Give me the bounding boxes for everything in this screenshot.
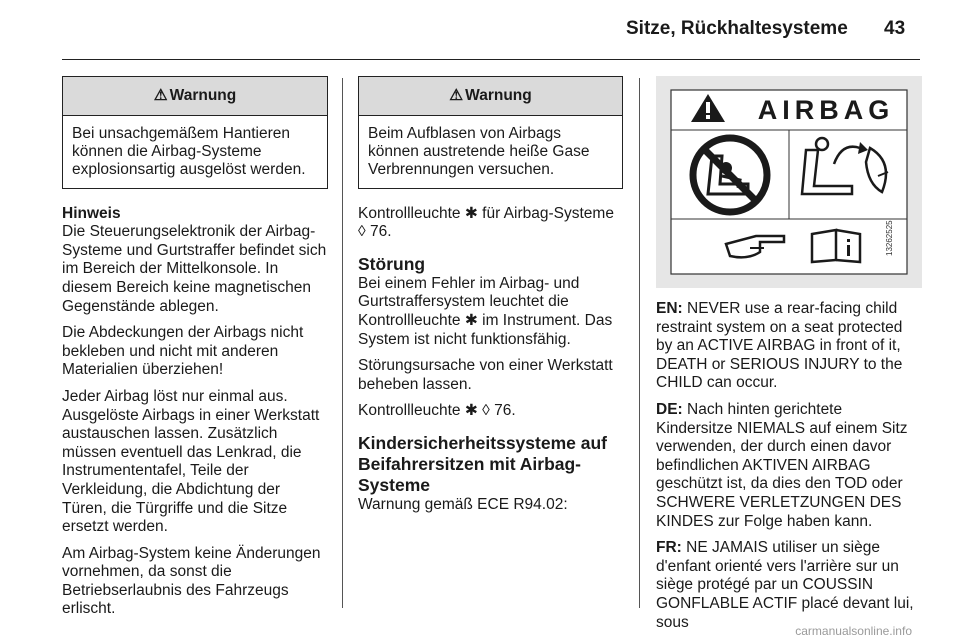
warning-box <box>62 76 328 189</box>
paragraph: Am Airbag-System keine Änderungen vornehmen, da sonst die Betriebserlaubnis des Fahrzeugs erlischt. <box>62 544 321 618</box>
translation-de: DE: Nach hinten gerichtete Kindersitze NIEMALS auf einem Sitz verwenden, der durch einen davor befindlichen AKTIVEN AIRBAG geschützt ist, da dies den TOD oder SCHWERE VERLETZUNGEN DES KINDES zur Folge haben kann. <box>656 400 908 530</box>
header-divider <box>62 59 920 60</box>
warning-triangle-icon: ⚠ <box>449 87 464 104</box>
warning-triangle-icon: ⚠ <box>153 87 168 104</box>
translation-en: EN: NEVER use a rear-facing child restraint system on a seat protected by an ACTIVE AIRBAG in front of it, DEATH or SERIOUS INJURY to the CHILD can occur. <box>656 300 903 392</box>
paragraph: Kontrollleuchte ✱ ◊ 76. <box>358 402 516 420</box>
section-heading: Störung <box>358 253 426 274</box>
warning-header <box>63 77 327 116</box>
column-right <box>656 76 921 640</box>
paragraph: Warnung gemäß ECE R94.02: <box>358 495 568 513</box>
paragraph: Störungsursache von einer Werkstatt beheben lassen. <box>358 357 613 393</box>
label-part-number: 13262525 <box>885 220 894 256</box>
section-heading: Kindersicherheitssysteme auf Beifahrersitzen mit Airbag-Systeme <box>358 432 607 495</box>
watermark: carmanualsonline.info <box>795 624 912 638</box>
warning-title: Warnung <box>169 87 237 104</box>
column-middle <box>358 76 623 523</box>
translation-fr: FR: NE JAMAIS utiliser un siège d'enfant orienté vers l'arrière sur un siège protégé par un COUSSIN GONFLABLE ACTIF placé devant lui, sous <box>656 539 914 631</box>
warning-title: Warnung <box>465 87 532 104</box>
warning-box <box>358 76 623 189</box>
hint-title: Hinweis <box>62 204 121 222</box>
airbag-warning-label <box>656 76 922 288</box>
column-divider <box>639 78 640 608</box>
paragraph: Jeder Airbag löst nur einmal aus. Ausgelöste Airbags in einer Werkstatt austauschen lassen. Zusätzlich müssen eventuell das Lenkrad, die Instrumententafel, Teile der Verkleidung, die Abdichtung der Türen, die Türgriffe und die Sitze ersetzt werden. <box>62 387 320 536</box>
warning-text: Bei unsachgemäßem Hantieren können die Airbag-Systeme explosionsartig ausgelöst werden. <box>72 125 306 179</box>
column-left <box>62 76 328 627</box>
column-divider <box>342 78 343 608</box>
airbag-label-text: AIRBAG <box>757 95 895 125</box>
page-title: Sitze, Rückhaltesysteme <box>626 18 848 39</box>
paragraph: Die Steuerungselektronik der Airbag-Systeme und Gurtstraffer befindet sich im Bereich der Mittelkonsole. In diesem Bereich keine magnetischen Gegenstände ablegen. <box>62 223 327 315</box>
paragraph: Die Abdeckungen der Airbags nicht bekleben und nicht mit anderen Materialien überziehen! <box>62 324 304 379</box>
paragraph: Bei einem Fehler im Airbag- und Gurtstraffersystem leuchtet die Kontrollleuchte ✱ im Instrument. Das System ist nicht funktionsfähig. <box>358 274 613 348</box>
lamp-reference: Kontrollleuchte ✱ für Airbag-Systeme ◊ 76. <box>358 204 614 241</box>
warning-header <box>359 77 622 116</box>
airbag-label-graphic <box>656 76 922 288</box>
warning-text: Beim Aufblasen von Airbags können austretende heiße Gase Verbrennungen versuchen. <box>368 125 590 179</box>
page-number: 43 <box>884 18 906 39</box>
